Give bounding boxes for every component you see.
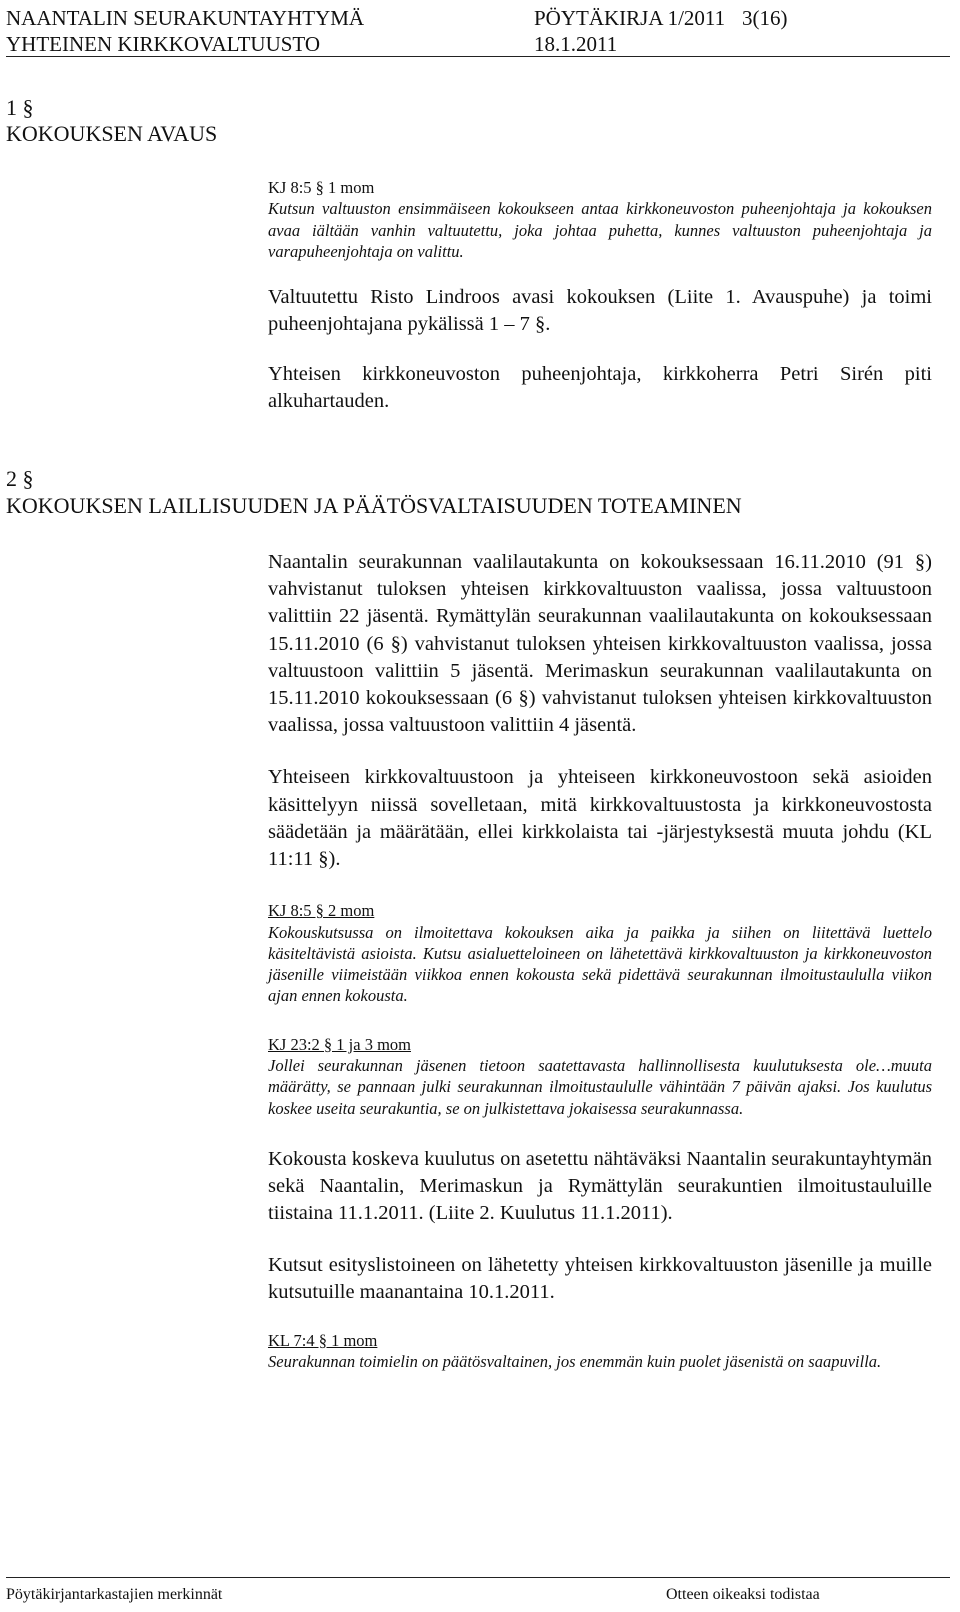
- law-quote: Jollei seurakunnan jäsenen tietoon saatettavasta hallinnollisesta kuulutuksesta ole…muuta määrätty, se pannaan julki seurakunnan ilmoitustaululle vähintään 7 päivän ajaksi. Jos kuulutus koskee useita seurakuntia, se on julkistettava jokaisessa seurakunnassa.: [268, 1056, 932, 1118]
- law-quote: Kutsun valtuuston ensimmäiseen kokoukseen antaa kirkkoneuvoston puheenjohtaja ja kokouksen avaa iältään vanhin valtuutettu, joka johtaa puhetta, kunnes valtuuston puheenjohtaja ja varapuheenjohtaja on valittu.: [268, 199, 932, 261]
- footer-divider: [6, 1577, 950, 1578]
- law-reference: KJ 8:5 § 2 mom: [268, 901, 375, 921]
- law-reference: KJ 8:5 § 1 mom: [268, 178, 375, 197]
- law-reference: KL 7:4 § 1 mom: [268, 1330, 378, 1350]
- section-2-number: 2 §: [6, 466, 34, 491]
- section-2-title: KOKOUKSEN LAILLISUUDEN JA PÄÄTÖSVALTAISUUDEN TOTEAMINEN: [6, 493, 742, 518]
- section-1-number: 1 §: [6, 95, 34, 120]
- paragraph: Yhteisen kirkkoneuvoston puheenjohtaja, kirkkoherra Petri Sirén piti alkuhartauden.: [268, 362, 932, 412]
- paragraph: Kokousta koskeva kuulutus on asetettu nähtäväksi Naantalin seurakuntayhtymän sekä Naantalin, Merimaskun ja Rymättylän seurakuntien ilmoitustauluille tiistaina 11.1.2011. (Liite 2. Kuulutus 11.1.2011).: [268, 1147, 932, 1225]
- header-page-number: 3(16): [742, 6, 788, 30]
- paragraph: Yhteiseen kirkkovaltuustoon ja yhteiseen kirkkoneuvostoon sekä asioiden käsittelyyn niissä sovelletaan, mitä kirkkovaltuustosta ja kirkkoneuvostosta säädetään ja määrätään, ellei kirkkolaista tai -järjestyksestä muuta johdu (KL 11:11 §).: [268, 766, 932, 871]
- law-quote: Kokouskutsussa on ilmoitettava kokouksen aika ja paikka ja siihen on liitettävä luettelo käsiteltävistä asioista. Kutsu asialuetteloineen on lähetettävä kirkkovaltuuston ja kirkkoneuvoston jäsenille viimeistään viikkoa ennen kokousta sekä pidettävä seurakunnan ilmoitustaululla viikon ajan ennen kokousta.: [268, 922, 932, 1006]
- paragraph: Kutsut esityslistoineen on lähetetty yhteisen kirkkovaltuuston jäsenille ja muille kutsutuille maanantaina 10.1.2011.: [268, 1253, 932, 1303]
- law-quote: Seurakunnan toimielin on päätösvaltainen, jos enemmän kuin puolet jäsenistä on saapuvilla.: [268, 1352, 882, 1372]
- header-org: NAANTALIN SEURAKUNTAYHTYMÄ: [6, 6, 365, 30]
- header-divider: [6, 56, 950, 57]
- header-body: YHTEINEN KIRKKOVALTUUSTO: [6, 32, 321, 56]
- section-1-body: [268, 177, 932, 415]
- header-date: 18.1.2011: [534, 32, 618, 56]
- section-1-title: KOKOUKSEN AVAUS: [6, 121, 218, 146]
- header-doc-type: PÖYTÄKIRJA 1/2011: [534, 6, 726, 30]
- paragraph: Naantalin seurakunnan vaalilautakunta on kokouksessaan 16.11.2010 (91 §) vahvistanut tuloksen yhteisen kirkkovaltuuston vaalissa, jossa valtuustoon valittiin 22 jäsentä. Rymättylän seurakunnan vaalilautakunta on kokouksessaan 15.11.2010 (6 §) vahvistanut tuloksen yhteisen kirkkovaltuuston vaalissa, jossa valtuustoon valittiin 5 jäsentä. Merimaskun seurakunnan vaalilautakunta on 15.11.2010 kokouksessaan (6 §) vahvistanut tuloksen yhteisen kirkkovaltuuston vaalissa, jossa valtuustoon valittiin 4 jäsentä.: [268, 551, 932, 737]
- footer-right: Otteen oikeaksi todistaa: [666, 1586, 820, 1603]
- paragraph: Valtuutettu Risto Lindroos avasi kokouksen (Liite 1. Avauspuhe) ja toimi puheenjohtajana pykälissä 1 – 7 §.: [268, 286, 932, 336]
- section-2-body: [268, 549, 932, 1373]
- law-reference: KJ 23:2 § 1 ja 3 mom: [268, 1034, 411, 1054]
- footer-left: Pöytäkirjantarkastajien merkinnät: [6, 1586, 223, 1603]
